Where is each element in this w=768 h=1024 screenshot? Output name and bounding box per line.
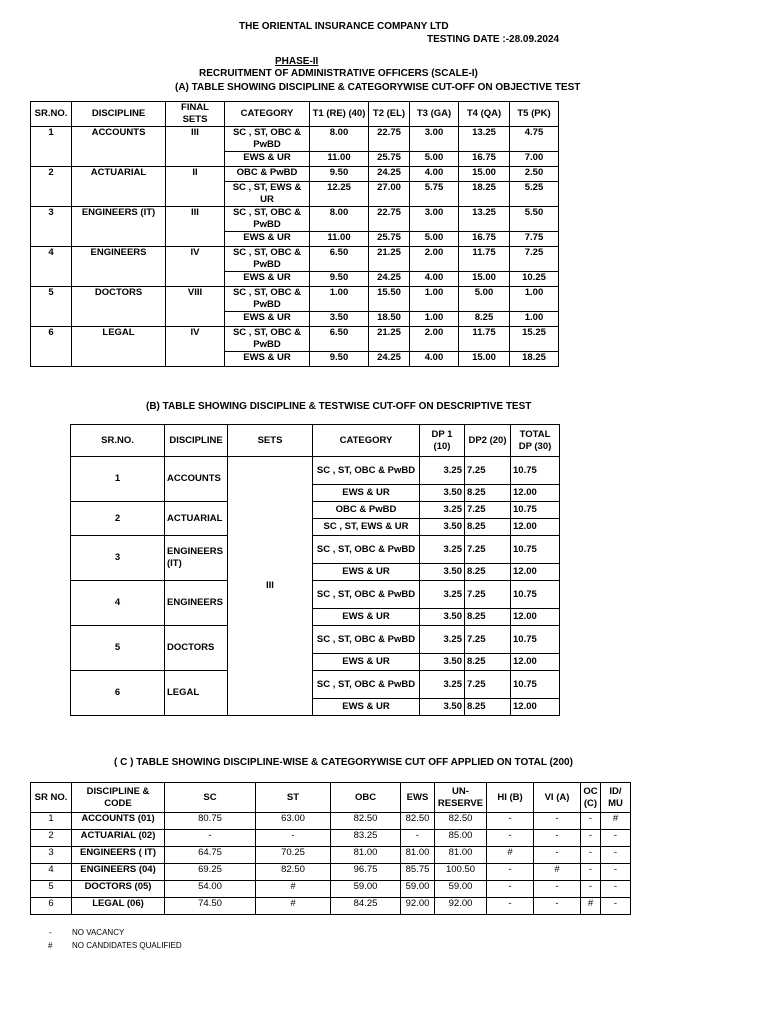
table-a-t2: 24.25 (369, 167, 410, 182)
table-b-total: 12.00 (511, 564, 560, 581)
table-a-t5: 5.50 (510, 207, 559, 232)
table-c-cell: - (165, 830, 256, 847)
table-c-cell: - (487, 830, 534, 847)
table-c-cell: 1 (31, 813, 72, 830)
table-a-t3: 1.00 (410, 312, 459, 327)
table-b-dp1: 3.25 (420, 671, 465, 699)
table-c-cell: 59.00 (401, 881, 435, 898)
table-a-t1: 11.00 (310, 232, 369, 247)
table-c-cell: LEGAL (06) (72, 898, 165, 915)
table-c-cell: 82.50 (331, 813, 401, 830)
table-a-t5: 5.25 (510, 182, 559, 207)
table-a-t2: 15.50 (369, 287, 410, 312)
table-c-header: DISCIPLINE & CODE (72, 783, 165, 813)
table-b-dp1: 3.50 (420, 609, 465, 626)
table-b-sr: 5 (71, 626, 165, 671)
table-b-header: DP 1 (10) (420, 425, 465, 457)
table-c-header: ID/ MU (601, 783, 631, 813)
table-b-total: 12.00 (511, 699, 560, 716)
table-c-cell: - (581, 830, 601, 847)
table-row (31, 247, 559, 272)
table-b-category: SC , ST, EWS & UR (313, 519, 420, 536)
table-row (31, 127, 559, 152)
table-b-dp2: 7.25 (465, 671, 511, 699)
table-row (71, 671, 560, 699)
table-a-t4: 13.25 (459, 127, 510, 152)
table-c-cell: 85.00 (435, 830, 487, 847)
legend-symbol-dash: - (49, 928, 52, 937)
table-a-t5: 1.00 (510, 287, 559, 312)
table-a-sets: III (166, 127, 225, 167)
table-a-t2: 22.75 (369, 207, 410, 232)
table-a-t5: 7.75 (510, 232, 559, 247)
table-c-cell: - (601, 830, 631, 847)
table-c-cell: ENGINEERS ( IT) (72, 847, 165, 864)
table-a-t5: 1.00 (510, 312, 559, 327)
table-c-header: OC (C) (581, 783, 601, 813)
table-c-cell: 84.25 (331, 898, 401, 915)
table-b-dp2: 8.25 (465, 485, 511, 502)
table-a-t2: 24.25 (369, 272, 410, 287)
legend-no-candidates: NO CANDIDATES QUALIFIED (72, 941, 182, 950)
table-b-category: EWS & UR (313, 485, 420, 502)
table-a-t4: 11.75 (459, 327, 510, 352)
table-c-header: ST (256, 783, 331, 813)
table-c-cell: 83.25 (331, 830, 401, 847)
table-row (31, 898, 631, 915)
table-b-sr: 2 (71, 502, 165, 536)
table-a-t2: 21.25 (369, 247, 410, 272)
table-c-cell: 96.75 (331, 864, 401, 881)
table-b-sr: 3 (71, 536, 165, 581)
table-row (31, 167, 559, 182)
table-b-total: 12.00 (511, 609, 560, 626)
table-a-t1: 12.25 (310, 182, 369, 207)
table-c-cell: # (256, 898, 331, 915)
table-a-t2: 18.50 (369, 312, 410, 327)
table-b-dp2: 7.25 (465, 626, 511, 654)
table-b-dp2: 7.25 (465, 581, 511, 609)
table-b-dp2: 8.25 (465, 699, 511, 716)
table-a-header: T3 (GA) (410, 102, 459, 127)
table-a-category: SC , ST, OBC & PwBD (225, 287, 310, 312)
recruitment-title: RECRUITMENT OF ADMINISTRATIVE OFFICERS (SCALE-I) (199, 68, 478, 79)
table-a-t3: 5.00 (410, 152, 459, 167)
table-a-t5: 10.25 (510, 272, 559, 287)
phase-label: PHASE-II (275, 56, 319, 67)
table-a-t2: 27.00 (369, 182, 410, 207)
table-b-header: DISCIPLINE (165, 425, 228, 457)
table-a-t1: 8.00 (310, 207, 369, 232)
table-a-sr: 1 (31, 127, 72, 167)
table-row (31, 327, 559, 352)
table-a-sets: II (166, 167, 225, 207)
table-row (31, 813, 631, 830)
table-c-header: SR NO. (31, 783, 72, 813)
table-c-cell: - (581, 847, 601, 864)
table-c-cell: - (534, 830, 581, 847)
table-a-header: CATEGORY (225, 102, 310, 127)
table-c-cell: 92.00 (401, 898, 435, 915)
table-c-cell: 81.00 (435, 847, 487, 864)
table-b-dp1: 3.25 (420, 457, 465, 485)
table-c-cell: 5 (31, 881, 72, 898)
table-c-cell: 92.00 (435, 898, 487, 915)
table-a-sr: 3 (31, 207, 72, 247)
table-a-t3: 3.00 (410, 207, 459, 232)
table-a-t3: 4.00 (410, 167, 459, 182)
table-a-t1: 3.50 (310, 312, 369, 327)
table-a-discipline: ACCOUNTS (72, 127, 166, 167)
table-c-cell: 4 (31, 864, 72, 881)
table-b-category: EWS & UR (313, 609, 420, 626)
table-a-t4: 15.00 (459, 352, 510, 367)
table-b-dp1: 3.50 (420, 564, 465, 581)
descriptive-cutoff-table (70, 424, 560, 716)
table-a-sr: 5 (31, 287, 72, 327)
table-b-dp1: 3.50 (420, 519, 465, 536)
table-a-category: SC , ST, EWS & UR (225, 182, 310, 207)
table-a-t3: 4.00 (410, 272, 459, 287)
table-c-cell: DOCTORS (05) (72, 881, 165, 898)
table-b-header: SR.NO. (71, 425, 165, 457)
table-a-t1: 6.50 (310, 327, 369, 352)
table-a-t3: 5.75 (410, 182, 459, 207)
table-c-cell: - (581, 813, 601, 830)
table-a-category: SC , ST, OBC & PwBD (225, 207, 310, 232)
table-b-category: SC , ST, OBC & PwBD (313, 671, 420, 699)
table-row (31, 287, 559, 312)
table-a-header: DISCIPLINE (72, 102, 166, 127)
table-c-cell: - (401, 830, 435, 847)
table-a-t2: 25.75 (369, 152, 410, 167)
table-c-cell: 6 (31, 898, 72, 915)
table-b-dp2: 7.25 (465, 502, 511, 519)
table-c-cell: 54.00 (165, 881, 256, 898)
table-a-category: EWS & UR (225, 152, 310, 167)
table-b-total: 12.00 (511, 519, 560, 536)
table-c-header: VI (A) (534, 783, 581, 813)
table-b-total: 10.75 (511, 581, 560, 609)
table-a-category: OBC & PwBD (225, 167, 310, 182)
table-b-total: 10.75 (511, 626, 560, 654)
table-a-header: FINAL SETS (166, 102, 225, 127)
table-a-category: EWS & UR (225, 232, 310, 247)
table-b-category: SC , ST, OBC & PwBD (313, 626, 420, 654)
table-b-dp1: 3.50 (420, 485, 465, 502)
table-a-t4: 5.00 (459, 287, 510, 312)
table-a-sets: VIII (166, 287, 225, 327)
table-a-t2: 24.25 (369, 352, 410, 367)
table-b-header: CATEGORY (313, 425, 420, 457)
table-a-t5: 7.25 (510, 247, 559, 272)
table-b-discipline: ENGINEERS (IT) (165, 536, 228, 581)
table-c-cell: 70.25 (256, 847, 331, 864)
table-row (31, 207, 559, 232)
table-a-t4: 11.75 (459, 247, 510, 272)
table-b-caption: (B) TABLE SHOWING DISCIPLINE & TESTWISE CUT-OFF ON DESCRIPTIVE TEST (146, 401, 532, 412)
table-a-t3: 2.00 (410, 327, 459, 352)
table-a-sr: 4 (31, 247, 72, 287)
table-c-header: OBC (331, 783, 401, 813)
table-c-caption: ( C ) TABLE SHOWING DISCIPLINE-WISE & CATEGORYWISE CUT OFF APPLIED ON TOTAL (200) (114, 757, 573, 768)
table-a-discipline: DOCTORS (72, 287, 166, 327)
table-b-header: SETS (228, 425, 313, 457)
table-b-dp2: 7.25 (465, 536, 511, 564)
table-c-cell: 74.50 (165, 898, 256, 915)
table-a-category: EWS & UR (225, 272, 310, 287)
table-b-discipline: ENGINEERS (165, 581, 228, 626)
table-c-cell: - (487, 898, 534, 915)
table-b-category: EWS & UR (313, 564, 420, 581)
table-a-caption: (A) TABLE SHOWING DISCIPLINE & CATEGORYWISE CUT-OFF ON OBJECTIVE TEST (175, 82, 581, 93)
table-a-t5: 4.75 (510, 127, 559, 152)
table-c-cell: # (256, 881, 331, 898)
table-c-cell: 59.00 (435, 881, 487, 898)
table-b-dp1: 3.25 (420, 536, 465, 564)
table-row (31, 847, 631, 864)
table-c-cell: # (581, 898, 601, 915)
table-b-dp1: 3.25 (420, 626, 465, 654)
table-b-sr: 1 (71, 457, 165, 502)
table-a-header: T4 (QA) (459, 102, 510, 127)
table-b-discipline: LEGAL (165, 671, 228, 716)
table-c-cell: ACTUARIAL (02) (72, 830, 165, 847)
table-c-cell: - (487, 864, 534, 881)
table-b-sets: III (228, 457, 313, 716)
table-b-category: OBC & PwBD (313, 502, 420, 519)
table-c-cell: - (487, 881, 534, 898)
table-c-cell: ENGINEERS (04) (72, 864, 165, 881)
table-c-cell: - (487, 813, 534, 830)
table-a-t1: 6.50 (310, 247, 369, 272)
table-b-category: SC , ST, OBC & PwBD (313, 536, 420, 564)
table-b-total: 10.75 (511, 502, 560, 519)
table-b-discipline: ACCOUNTS (165, 457, 228, 502)
table-a-sets: IV (166, 327, 225, 367)
table-c-cell: # (487, 847, 534, 864)
table-a-discipline: ENGINEERS (IT) (72, 207, 166, 247)
table-a-t5: 15.25 (510, 327, 559, 352)
table-c-cell: # (534, 864, 581, 881)
table-c-cell: ACCOUNTS (01) (72, 813, 165, 830)
table-b-category: SC , ST, OBC & PwBD (313, 457, 420, 485)
total-cutoff-table (30, 782, 631, 915)
table-a-t3: 4.00 (410, 352, 459, 367)
table-b-category: EWS & UR (313, 699, 420, 716)
table-c-cell: - (534, 881, 581, 898)
table-c-cell: - (601, 881, 631, 898)
table-a-t1: 9.50 (310, 272, 369, 287)
table-b-dp2: 8.25 (465, 519, 511, 536)
table-b-dp2: 8.25 (465, 564, 511, 581)
table-a-t1: 9.50 (310, 352, 369, 367)
table-c-cell: 82.50 (256, 864, 331, 881)
table-b-total: 12.00 (511, 654, 560, 671)
table-b-total: 10.75 (511, 536, 560, 564)
table-a-t4: 13.25 (459, 207, 510, 232)
table-b-category: EWS & UR (313, 654, 420, 671)
table-a-discipline: ACTUARIAL (72, 167, 166, 207)
table-b-dp2: 8.25 (465, 609, 511, 626)
table-a-t2: 22.75 (369, 127, 410, 152)
table-row (31, 864, 631, 881)
table-b-header: TOTAL DP (30) (511, 425, 560, 457)
table-b-total: 12.00 (511, 485, 560, 502)
table-a-t1: 8.00 (310, 127, 369, 152)
table-a-t4: 18.25 (459, 182, 510, 207)
table-c-cell: - (534, 898, 581, 915)
company-name: THE ORIENTAL INSURANCE COMPANY LTD (239, 21, 449, 32)
table-c-header: HI (B) (487, 783, 534, 813)
table-a-discipline: LEGAL (72, 327, 166, 367)
table-a-t4: 15.00 (459, 167, 510, 182)
table-a-t3: 1.00 (410, 287, 459, 312)
table-a-category: EWS & UR (225, 312, 310, 327)
table-c-cell: - (256, 830, 331, 847)
table-b-discipline: DOCTORS (165, 626, 228, 671)
table-c-cell: - (601, 864, 631, 881)
table-a-sets: III (166, 207, 225, 247)
table-b-sr: 4 (71, 581, 165, 626)
table-c-cell: - (534, 813, 581, 830)
table-b-category: SC , ST, OBC & PwBD (313, 581, 420, 609)
table-a-sr: 2 (31, 167, 72, 207)
table-c-header: UN-RESERVE (435, 783, 487, 813)
table-b-discipline: ACTUARIAL (165, 502, 228, 536)
table-b-header: DP2 (20) (465, 425, 511, 457)
table-c-cell: 63.00 (256, 813, 331, 830)
table-a-category: SC , ST, OBC & PwBD (225, 127, 310, 152)
table-c-cell: 59.00 (331, 881, 401, 898)
table-c-header: EWS (401, 783, 435, 813)
table-c-header: SC (165, 783, 256, 813)
table-c-cell: 81.00 (331, 847, 401, 864)
table-c-cell: 81.00 (401, 847, 435, 864)
table-a-sr: 6 (31, 327, 72, 367)
table-a-category: EWS & UR (225, 352, 310, 367)
table-a-t4: 15.00 (459, 272, 510, 287)
table-a-t1: 1.00 (310, 287, 369, 312)
legend-no-vacancy: NO VACANCY (72, 928, 125, 937)
table-a-t3: 5.00 (410, 232, 459, 247)
table-a-t2: 25.75 (369, 232, 410, 247)
table-a-header: T5 (PK) (510, 102, 559, 127)
objective-cutoff-table (30, 101, 559, 367)
table-b-dp1: 3.50 (420, 699, 465, 716)
table-c-cell: 80.75 (165, 813, 256, 830)
table-a-t2: 21.25 (369, 327, 410, 352)
table-c-cell: # (601, 813, 631, 830)
table-a-t5: 7.00 (510, 152, 559, 167)
table-a-category: SC , ST, OBC & PwBD (225, 247, 310, 272)
table-c-cell: 82.50 (435, 813, 487, 830)
table-c-cell: 82.50 (401, 813, 435, 830)
table-c-cell: - (581, 864, 601, 881)
table-a-t4: 16.75 (459, 152, 510, 167)
table-c-cell: 64.75 (165, 847, 256, 864)
table-row (71, 581, 560, 609)
table-c-cell: 3 (31, 847, 72, 864)
table-c-cell: 69.25 (165, 864, 256, 881)
table-a-header: SR.NO. (31, 102, 72, 127)
table-c-cell: - (581, 881, 601, 898)
table-a-t1: 9.50 (310, 167, 369, 182)
table-a-t5: 18.25 (510, 352, 559, 367)
table-row (71, 502, 560, 519)
table-c-cell: 100.50 (435, 864, 487, 881)
table-row (31, 881, 631, 898)
table-a-discipline: ENGINEERS (72, 247, 166, 287)
legend-symbol-hash: # (48, 941, 53, 950)
testing-date: TESTING DATE :-28.09.2024 (427, 34, 560, 45)
table-a-sets: IV (166, 247, 225, 287)
table-a-header: T2 (EL) (369, 102, 410, 127)
table-b-dp2: 7.25 (465, 457, 511, 485)
table-a-header: T1 (RE) (40) (310, 102, 369, 127)
table-b-dp1: 3.25 (420, 502, 465, 519)
table-c-cell: - (534, 847, 581, 864)
table-b-dp2: 8.25 (465, 654, 511, 671)
table-b-dp1: 3.50 (420, 654, 465, 671)
table-c-cell: - (601, 898, 631, 915)
table-b-total: 10.75 (511, 457, 560, 485)
table-row (71, 536, 560, 564)
table-c-cell: - (601, 847, 631, 864)
table-row (71, 457, 560, 485)
table-b-dp1: 3.25 (420, 581, 465, 609)
table-row (31, 830, 631, 847)
table-a-t1: 11.00 (310, 152, 369, 167)
table-b-total: 10.75 (511, 671, 560, 699)
table-a-t3: 3.00 (410, 127, 459, 152)
table-b-sr: 6 (71, 671, 165, 716)
table-c-cell: 2 (31, 830, 72, 847)
table-a-t5: 2.50 (510, 167, 559, 182)
table-a-t3: 2.00 (410, 247, 459, 272)
table-c-cell: 85.75 (401, 864, 435, 881)
table-a-t4: 8.25 (459, 312, 510, 327)
table-row (71, 626, 560, 654)
table-a-t4: 16.75 (459, 232, 510, 247)
table-a-category: SC , ST, OBC & PwBD (225, 327, 310, 352)
